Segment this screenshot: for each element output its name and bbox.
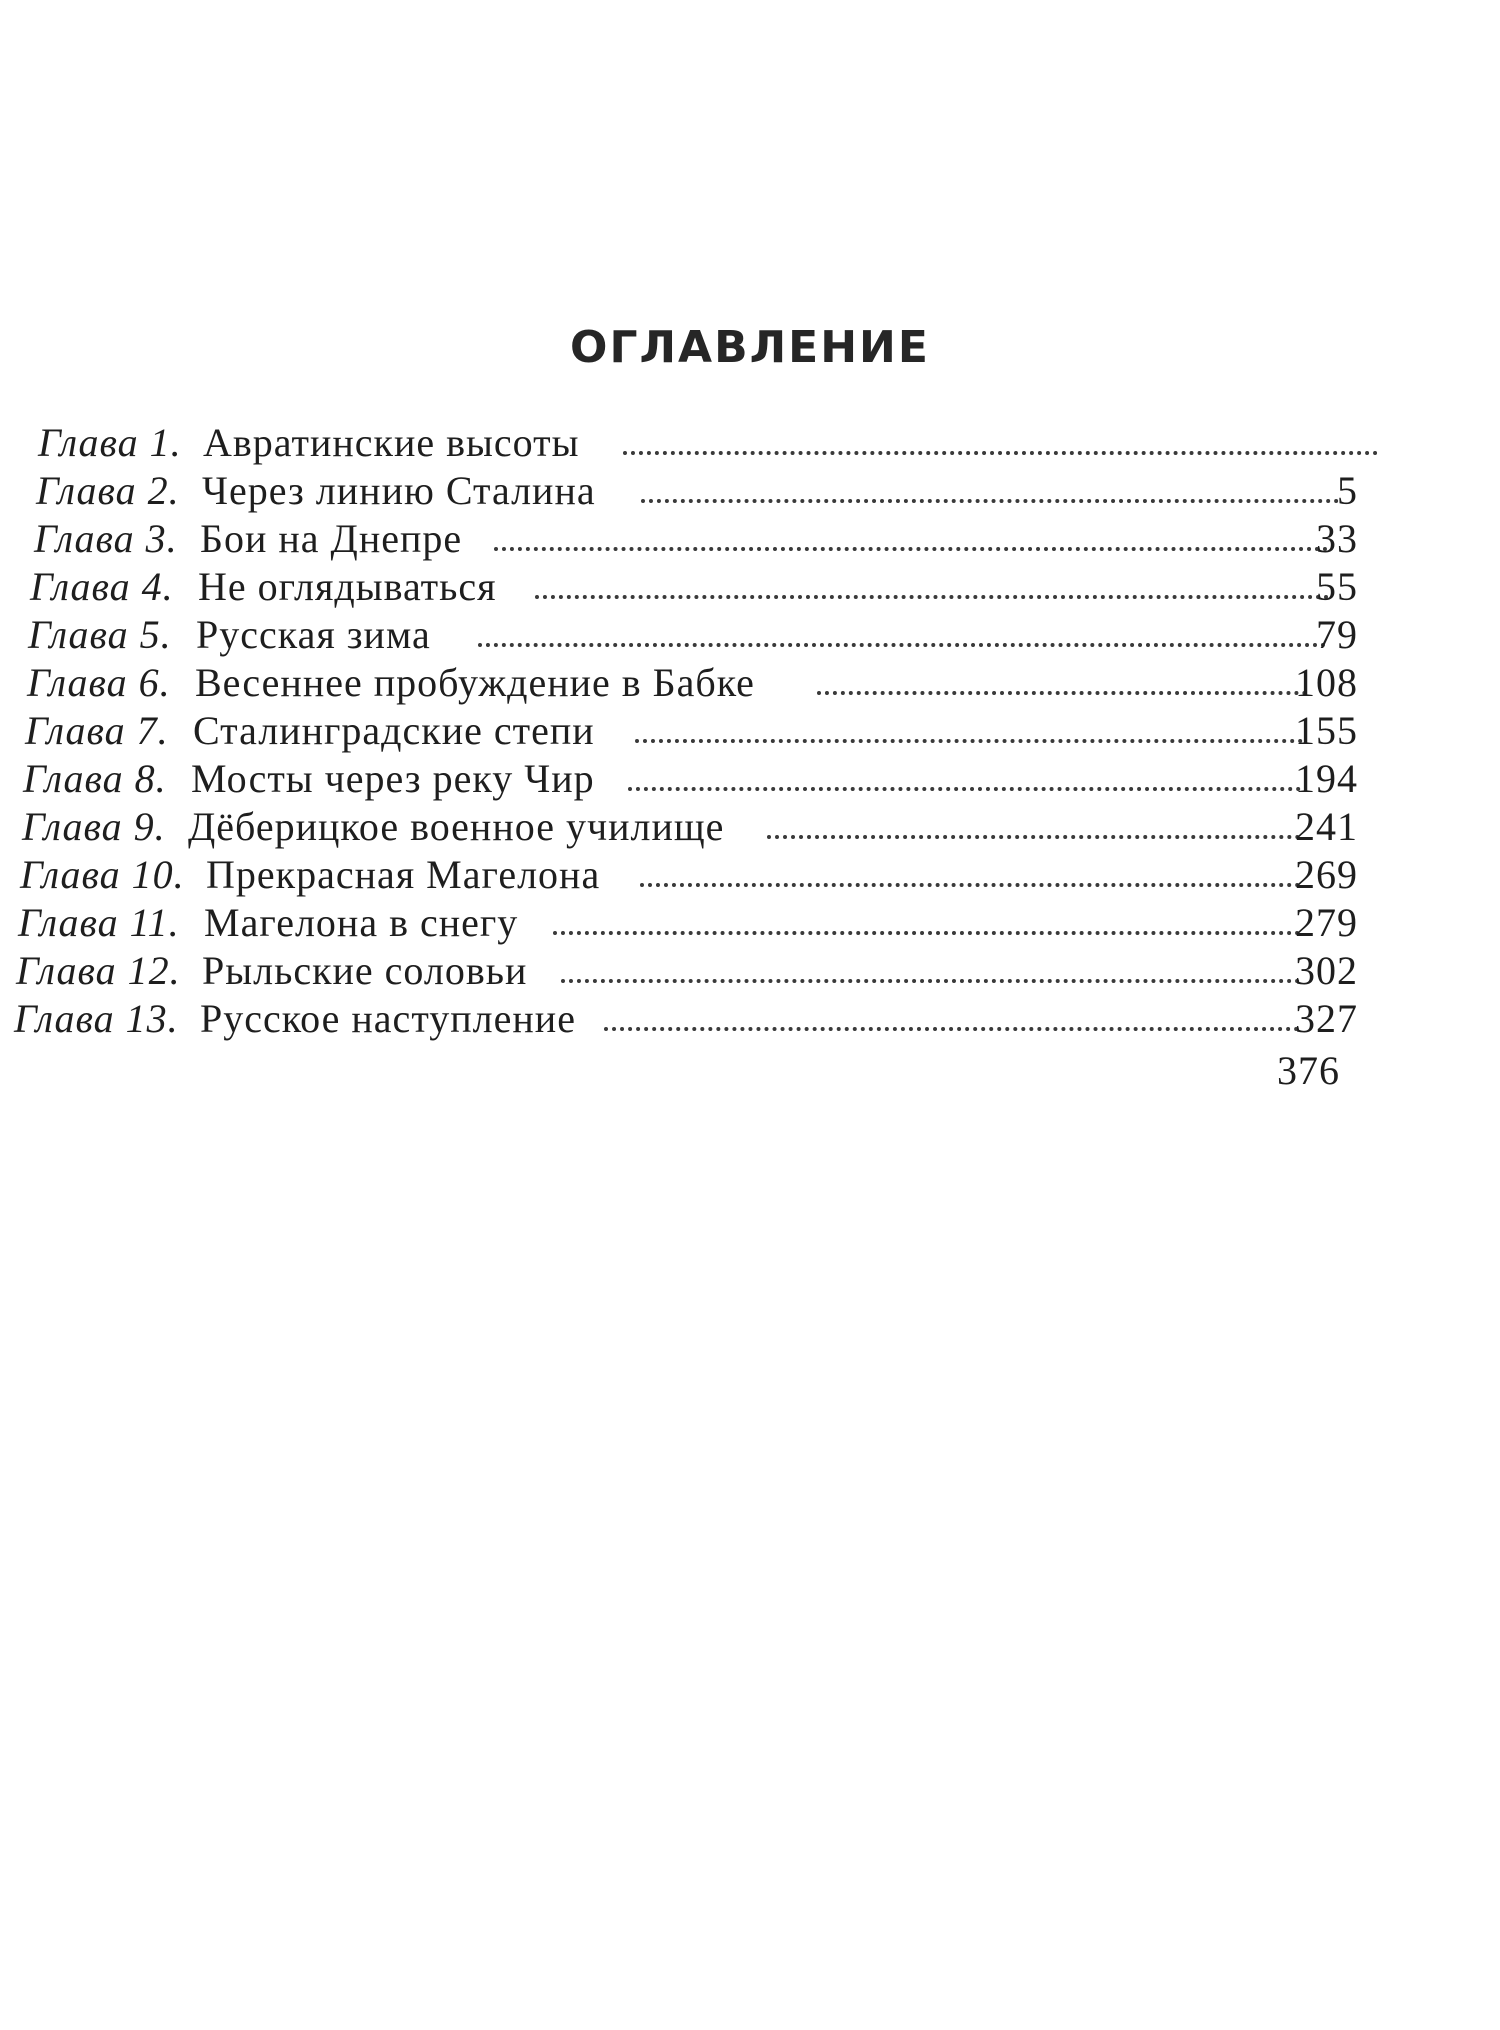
dot-leader [628,787,1301,791]
page-number: 279 [1295,900,1358,945]
dot-leader [535,595,1329,599]
dot-leader [561,979,1300,983]
toc-entry [28,612,1358,658]
page-number: 33 [1316,516,1358,561]
dot-leader [817,691,1307,695]
chapter-label: Глава 6. [27,660,171,705]
toc-entry [23,756,1358,802]
page-number: 155 [1295,708,1358,753]
chapter-label: Глава 7. [25,708,169,753]
chapter-title: Не оглядываться [198,564,497,609]
chapter-label: Глава 2. [36,468,180,513]
chapter-label: Глава 9. [22,804,166,849]
chapter-title: Авратинские высоты [203,420,580,465]
dot-leader [635,739,1303,743]
chapter-label: Глава 8. [23,756,167,801]
chapter-title: Мосты через реку Чир [191,756,595,801]
page-number: 302 [1295,948,1358,993]
page-number: 327 [1295,996,1358,1041]
dot-leader [553,931,1300,935]
chapter-title: Русское наступление [200,996,576,1041]
page-number: 55 [1316,564,1358,609]
chapter-title: Русская зима [196,612,431,657]
page-number: 194 [1295,756,1358,801]
page-title: ОГЛАВЛЕНИЕ [570,322,930,373]
chapter-label: Глава 10. [20,852,185,897]
dot-leader [478,643,1326,647]
chapter-title: Бои на Днепре [200,516,463,561]
page-number: 79 [1316,612,1358,657]
page-number: 108 [1295,660,1358,705]
chapter-label: Глава 13. [14,996,179,1041]
chapter-label: Глава 4. [30,564,174,609]
page-number: 269 [1295,852,1358,897]
toc-entry [27,660,1358,706]
chapter-label: Глава 1. [38,420,182,465]
chapter-title: Магелона в снегу [204,900,519,945]
dot-leader [494,547,1328,551]
chapter-label: Глава 3. [34,516,178,561]
chapter-title: Сталинградские степи [193,708,595,753]
dot-leader [767,835,1300,839]
dot-leader [604,1027,1299,1031]
dot-leader [623,451,1378,455]
toc-entry [38,420,1358,466]
chapter-title: Прекрасная Магелона [206,852,601,897]
toc-entry [36,468,1358,514]
chapter-title: Через линию Сталина [202,468,596,513]
toc-entry [30,564,1358,610]
chapter-label: Глава 5. [28,612,172,657]
dot-leader [641,499,1339,503]
toc-final-page-row [0,1048,1340,1094]
chapter-title: Дёберицкое военное училище [188,804,725,849]
toc-entry [20,852,1358,898]
toc-entry [25,708,1358,754]
dot-leader [640,883,1300,887]
toc-entry [18,900,1358,946]
toc-entry [22,804,1358,850]
toc-entry [16,948,1358,994]
chapter-label: Глава 11. [18,900,180,945]
toc-entry [14,996,1358,1042]
chapter-title: Рыльские соловьи [202,948,528,993]
chapter-label: Глава 12. [16,948,181,993]
toc-entry [34,516,1358,562]
page-number: 5 [1337,468,1358,513]
page-number: 376 [1277,1048,1340,1093]
page-number: 241 [1295,804,1358,849]
chapter-title: Весеннее пробуждение в Бабке [195,660,755,705]
